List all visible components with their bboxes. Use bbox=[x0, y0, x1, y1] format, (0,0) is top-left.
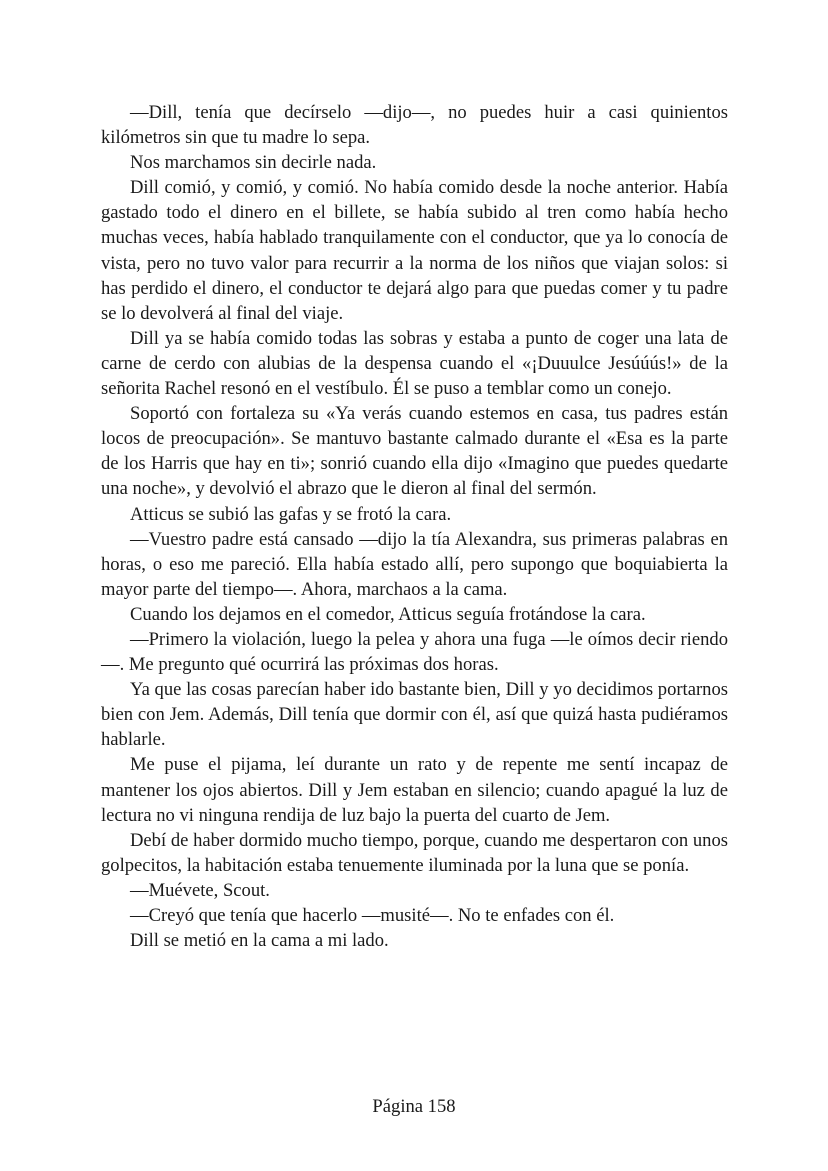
paragraph: —Dill, tenía que decírselo —dijo—, no puedes huir a casi quinientos kilómetros sin que tu madre lo sepa. bbox=[101, 102, 728, 149]
paragraph: Dill comió, y comió, y comió. No había comido desde la noche anterior. Había gastado todo el dinero en el billete, se había subido al tren como había hecho muchas veces, había hablado tranquilamente con el conductor, que ya lo conocía de vista, pero no tuvo valor para recurrir a la norma de los niños que viajan solos: si has perdido el dinero, el conductor te dejará algo para que puedas comer y tu padre se lo devolverá al final del viaje. bbox=[101, 177, 728, 324]
paragraph: —Vuestro padre está cansado —dijo la tía Alexandra, sus primeras palabras en horas, o eso me pareció. Ella había estado allí, pero supongo que boquiabierta la mayor parte del tiempo—. Ahora, marchaos a la cama. bbox=[101, 528, 728, 600]
paragraph: —Creyó que tenía que hacerlo —musité—. No te enfades con él. bbox=[130, 905, 615, 926]
page-number: Página 158 bbox=[372, 1096, 456, 1117]
paragraph: —Primero la violación, luego la pelea y ahora una fuga —le oímos decir riendo—. Me pregunto qué ocurrirá las próximas dos horas. bbox=[101, 628, 728, 676]
paragraph: Dill se metió en la cama a mi lado. bbox=[130, 930, 389, 952]
paragraph: Ya que las cosas parecían haber ido bastante bien, Dill y yo decidimos portarnos bien con Jem. Además, Dill tenía que dormir con él, así que quizá hasta pudiéramos hablarle. bbox=[101, 679, 728, 751]
page-body bbox=[101, 100, 728, 953]
paragraph: —Muévete, Scout. bbox=[130, 879, 270, 901]
paragraph: Debí de haber dormido mucho tiempo, porque, cuando me despertaron con unos golpecitos, la habitación estaba tenuemente iluminada por la luna que se ponía. bbox=[101, 829, 728, 876]
paragraph: Soportó con fortaleza su «Ya verás cuando estemos en casa, tus padres están locos de preocupación». Se mantuvo bastante calmado durante el «Esa es la parte de los Harris que hay en ti»; sonrió cuando ella dijo «Imagino que puedes quedarte una noche», y devolvió el abrazo que le dieron al final del sermón. bbox=[101, 403, 728, 500]
paragraph: Dill ya se había comido todas las sobras y estaba a punto de coger una lata de carne de cerdo con alubias de la despensa cuando el «¡Duuulce Jesúúús!» de la señorita Rachel resonó en el vestíbulo. Él se puso a temblar como un conejo. bbox=[101, 327, 728, 400]
paragraph: Atticus se subió las gafas y se frotó la cara. bbox=[130, 503, 452, 525]
paragraph: Nos marchamos sin decirle nada. bbox=[130, 152, 377, 174]
paragraph: Cuando los dejamos en el comedor, Atticus seguía frotándose la cara. bbox=[130, 603, 646, 625]
paragraph: Me puse el pijama, leí durante un rato y de repente me sentí incapaz de mantener los ojos abiertos. Dill y Jem estaban en silencio; cuando apagué la luz de lectura no vi ninguna rendija de luz bajo la puerta del cuarto de Jem. bbox=[101, 754, 728, 826]
